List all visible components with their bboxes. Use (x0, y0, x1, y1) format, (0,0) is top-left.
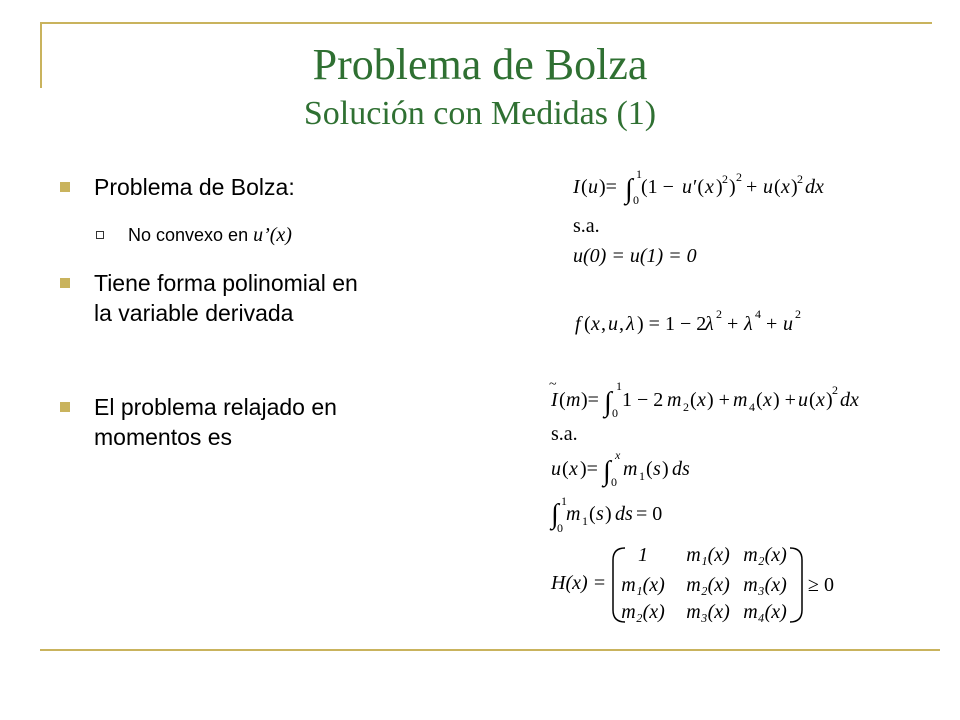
svg-text:∫: ∫ (551, 499, 559, 530)
svg-text:+: + (766, 313, 778, 335)
equation-moment-matrix (550, 544, 834, 623)
equation-relaxed-functional (549, 377, 859, 420)
svg-text:): ) (729, 176, 736, 198)
svg-text:)=: )= (581, 389, 599, 411)
svg-text:u: u (551, 458, 561, 480)
subject-to-label-2: s.a. (551, 423, 578, 445)
matrix-cell: m₄(x) (743, 601, 787, 623)
matrix-cell: m₂(x) (621, 601, 665, 623)
subject-to-label-1: s.a. (573, 215, 600, 237)
svg-text:s: s (596, 503, 604, 525)
matrix-cell: m₂(x) (686, 574, 730, 596)
svg-text:) +: ) + (707, 389, 730, 411)
matrix-cell: m₁(x) (621, 574, 665, 596)
svg-text:1: 1 (639, 469, 645, 483)
svg-text:f: f (575, 313, 581, 335)
svg-text:1: 1 (616, 379, 622, 393)
svg-text:4: 4 (755, 307, 761, 321)
svg-text:,: , (601, 313, 606, 335)
svg-text:u: u (798, 389, 808, 411)
svg-text:λ: λ (705, 313, 714, 335)
svg-text:m: m (623, 458, 638, 480)
equation-bolza-functional (572, 167, 824, 207)
svg-text:x: x (569, 458, 578, 480)
bullet-text-line2: momentos es (94, 424, 233, 450)
svg-text:x: x (615, 448, 621, 462)
svg-text:(: ( (589, 503, 596, 525)
equation-m1-integral-zero (549, 494, 662, 535)
svg-text:2: 2 (736, 170, 742, 184)
svg-text:1: 1 (561, 494, 567, 508)
svg-text:(: ( (559, 389, 566, 411)
svg-text:(: ( (809, 389, 816, 411)
equation-integrand-f (575, 307, 801, 335)
svg-text:0: 0 (612, 406, 618, 420)
matrix-cell: 1 (638, 544, 648, 566)
svg-text:x: x (591, 313, 600, 335)
svg-text:1 − 2: 1 − 2 (622, 389, 664, 411)
svg-text:2: 2 (683, 400, 689, 414)
matrix-cell: m₃(x) (743, 574, 787, 596)
svg-text:u: u (783, 313, 793, 335)
svg-text:): ) (826, 389, 833, 411)
svg-text:(: ( (690, 389, 697, 411)
svg-text:1: 1 (636, 167, 642, 181)
svg-text:∫: ∫ (603, 456, 611, 487)
matrix-right-bracket (790, 548, 802, 622)
svg-text:∫: ∫ (625, 174, 633, 205)
svg-text:u: u (588, 176, 598, 198)
svg-text:x: x (781, 176, 790, 198)
equation-boundary-conditions: u(0) = u(1) = 0 (573, 245, 697, 267)
svg-text:dx: dx (805, 176, 824, 198)
svg-text:2: 2 (797, 172, 803, 186)
svg-text:+: + (746, 176, 758, 198)
svg-text:) = 1 − 2: ) = 1 − 2 (637, 313, 707, 335)
svg-text:I: I (551, 389, 558, 411)
matrix-cell: m₁(x) (686, 544, 730, 566)
svg-text:~: ~ (549, 377, 557, 392)
matrix-label: H(x) = (551, 572, 607, 594)
svg-text:ds: ds (672, 458, 690, 480)
svg-text:2: 2 (795, 307, 801, 321)
svg-text:m: m (733, 389, 748, 411)
svg-text:2: 2 (832, 383, 838, 397)
sub-bullet-math: u’(x) (253, 224, 292, 246)
title-main: Problema de Bolza (312, 40, 648, 89)
geq-zero: ≥ 0 (808, 574, 834, 596)
svg-text:ds: ds (615, 503, 633, 525)
svg-text:∫: ∫ (604, 387, 612, 418)
svg-text:I: I (573, 176, 580, 198)
svg-text:0: 0 (611, 475, 617, 489)
svg-text:m: m (566, 389, 581, 411)
bullet-text-line1: Tiene forma polinomial en (94, 270, 358, 296)
svg-text:u: u (608, 313, 618, 335)
svg-text:1: 1 (582, 514, 588, 528)
svg-text:(: ( (584, 313, 591, 335)
svg-text:) +: ) + (773, 389, 796, 411)
svg-text:x: x (763, 389, 772, 411)
svg-text:= 0: = 0 (636, 503, 663, 525)
svg-text:x: x (705, 176, 714, 198)
svg-text:2: 2 (722, 172, 728, 186)
svg-text:(: ( (646, 458, 653, 480)
title-subtitle: Solución con Medidas (1) (303, 95, 657, 132)
svg-text:u: u (763, 176, 773, 198)
svg-text:s: s (653, 458, 661, 480)
svg-text:)=: )= (580, 458, 598, 480)
svg-text:λ: λ (626, 313, 635, 335)
svg-text:dx: dx (840, 389, 859, 411)
svg-text:(: ( (756, 389, 763, 411)
bullet-text: Problema de Bolza: (94, 174, 295, 200)
svg-text:u: u (682, 176, 692, 198)
bullet-text-line1: El problema relajado en (94, 394, 337, 420)
svg-text:(1 −: (1 − (641, 176, 674, 198)
svg-text:λ: λ (744, 313, 753, 335)
svg-text:4: 4 (749, 400, 755, 414)
svg-text:,: , (619, 313, 624, 335)
svg-text:(: ( (581, 176, 588, 198)
matrix-cell: m₂(x) (743, 544, 787, 566)
svg-text:′(: ′( (693, 176, 705, 198)
equation-u-integral (551, 448, 690, 489)
svg-text:+: + (727, 313, 739, 335)
svg-text:x: x (816, 389, 825, 411)
svg-text:): ) (605, 503, 612, 525)
svg-text:m: m (667, 389, 682, 411)
matrix-cell: m₃(x) (686, 601, 730, 623)
svg-text:)=: )= (599, 176, 617, 198)
bullet-text-line2: la variable derivada (94, 300, 294, 326)
sub-bullet-text: No convexo en (128, 225, 254, 245)
svg-text:0: 0 (633, 193, 639, 207)
svg-text:): ) (662, 458, 669, 480)
svg-text:): ) (791, 176, 798, 198)
svg-text:0: 0 (557, 521, 563, 535)
svg-text:m: m (566, 503, 581, 525)
svg-text:2: 2 (716, 307, 722, 321)
svg-text:): ) (716, 176, 723, 198)
svg-text:(: ( (774, 176, 781, 198)
svg-text:x: x (697, 389, 706, 411)
svg-text:(: ( (562, 458, 569, 480)
